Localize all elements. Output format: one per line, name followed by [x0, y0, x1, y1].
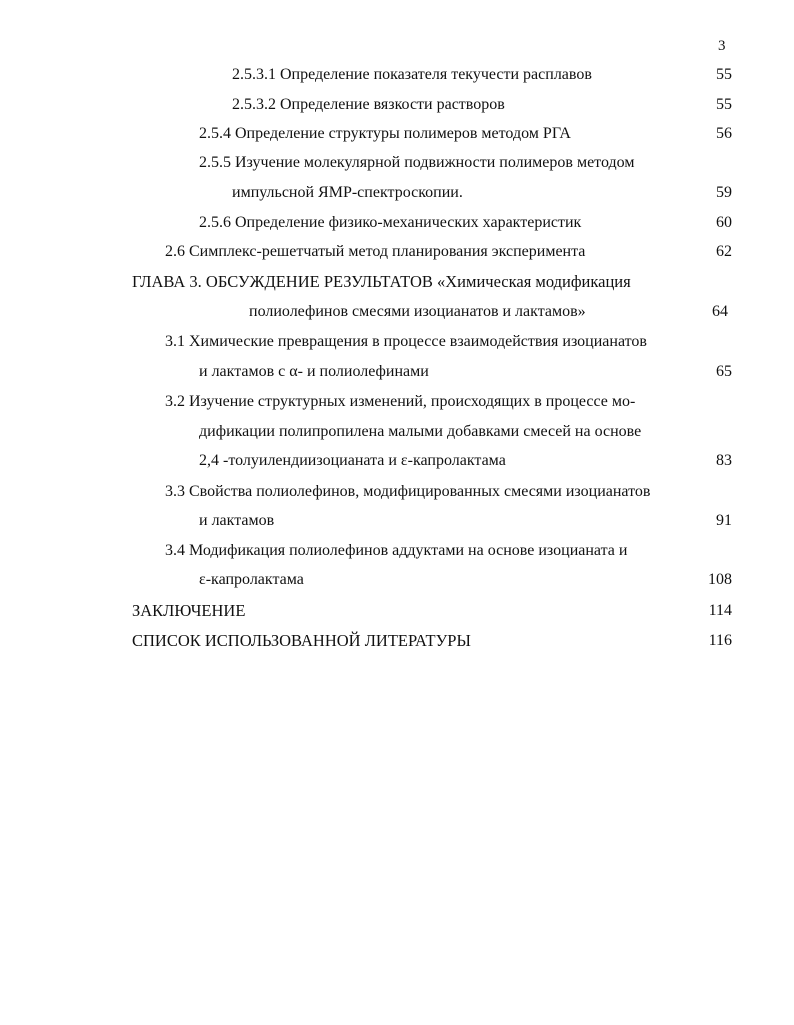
toc-references-title: СПИСОК ИСПОЛЬЗОВАННОЙ ЛИТЕРАТУРЫ: [132, 631, 471, 650]
toc-entry-3-2-title-line2: дификации полипропилена малыми добавками смесей на основе: [199, 423, 642, 440]
toc-entry-3-3-title-line2: и лактамов: [199, 512, 275, 529]
toc-entry-3-3-title-line1: 3.3 Свойства полиолефинов, модифицированных смесями изоцианатов: [165, 483, 651, 500]
toc-entry-3-2-title-line3: 2,4 -толуилендиизоцианата и ε-капролактама: [199, 452, 506, 469]
toc-entry-2-5-6-title: 2.5.6 Определение физико-механических характеристик: [199, 214, 582, 231]
toc-entry-2-5-5-page: 59: [716, 184, 732, 201]
toc-entry-3-4-page: 108: [708, 571, 732, 588]
toc-chapter-3-title-line1: ГЛАВА 3. ОБСУЖДЕНИЕ РЕЗУЛЬТАТОВ «Химическая модификация: [132, 272, 631, 291]
toc-entry-3-4-title-line2: ε-капролактама: [199, 571, 304, 588]
toc-entry-2-5-4-title: 2.5.4 Определение структуры полимеров методом РГА: [199, 125, 571, 142]
toc-entry-3-1-title-line2: и лактамов с α- и полиолефинами: [199, 363, 429, 380]
toc-chapter-3-page: 64: [712, 303, 728, 320]
toc-entry-3-1-title-line1: 3.1 Химические превращения в процессе взаимодействия изоцианатов: [165, 333, 647, 350]
toc-entry-3-1-page: 65: [716, 363, 732, 380]
toc-entry-3-3-page: 91: [716, 512, 732, 529]
toc-entry-3-4-title-line1: 3.4 Модификация полиолефинов аддуктами на основе изоцианата и: [165, 542, 628, 559]
toc-entry-3-2-page: 83: [716, 452, 732, 469]
toc-chapter-3-title-line2: полиолефинов смесями изоцианатов и лактамов»: [249, 303, 586, 320]
toc-references-page: 116: [708, 632, 732, 649]
toc-entry-2-5-5-title-line1: 2.5.5 Изучение молекулярной подвижности полимеров методом: [199, 154, 635, 171]
toc-entry-2-6-title: 2.6 Симплекс-решетчатый метод планирования эксперимента: [165, 243, 586, 260]
toc-entry-2-5-6-page: 60: [716, 214, 732, 231]
toc-entry-3-2-title-line1: 3.2 Изучение структурных изменений, происходящих в процессе мо-: [165, 393, 636, 410]
page-number: 3: [718, 38, 726, 54]
toc-entry-2-6-page: 62: [716, 243, 732, 260]
toc-entry-2-5-4-page: 56: [716, 125, 732, 142]
toc-entry-2-5-3-2-title: 2.5.3.2 Определение вязкости растворов: [232, 96, 505, 113]
toc-entry-2-5-5-title-line2: импульсной ЯМР-спектроскопии.: [232, 184, 463, 201]
toc-entry-2-5-3-2-page: 55: [716, 96, 732, 113]
toc-entry-2-5-3-1-title: 2.5.3.1 Определение показателя текучести расплавов: [232, 66, 592, 83]
toc-conclusion-page: 114: [708, 602, 732, 619]
toc-conclusion-title: ЗАКЛЮЧЕНИЕ: [132, 601, 246, 620]
toc-entry-2-5-3-1-page: 55: [716, 66, 732, 83]
